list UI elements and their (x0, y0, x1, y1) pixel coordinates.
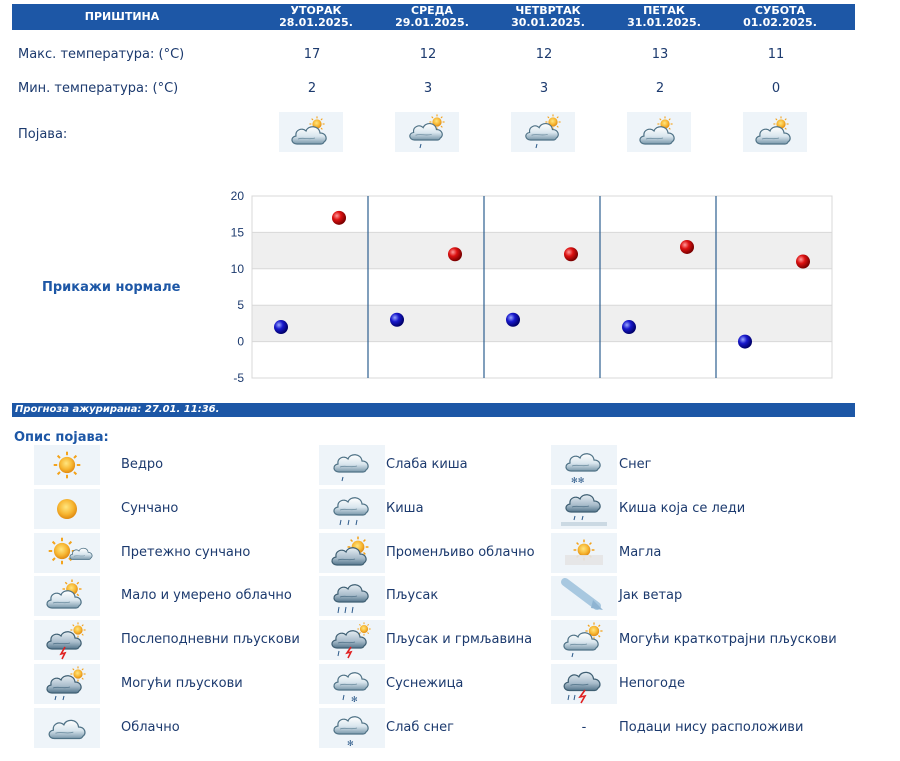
min-temp-3: 2 (655, 81, 665, 96)
legend-label: Мало и умерено облачно (121, 588, 292, 604)
chart-band-0 (252, 232, 832, 268)
legend-label: Непогоде (619, 676, 685, 691)
chart-tick-label-5: -5 (233, 371, 244, 385)
legend-label: Пљусак (386, 588, 439, 604)
mostly-sunny-icon (34, 533, 100, 573)
max-temp-point-1 (448, 247, 462, 261)
legend-item (34, 576, 361, 616)
day-header-1: СРЕДА 29.01.2025. (395, 4, 469, 29)
min-temp-point-1 (390, 313, 404, 327)
legend-title: Опис појава: (14, 430, 109, 445)
strong-wind-icon (551, 576, 617, 616)
phenomenon-label: Појава: (18, 127, 68, 142)
legend-label: Сунчано (121, 500, 179, 516)
legend-item (551, 533, 859, 573)
rain-icon (319, 489, 385, 529)
light-rain-sun-icon (511, 112, 575, 152)
max-temp-point-2 (564, 247, 578, 261)
storm-icon (551, 664, 617, 704)
legend-item (551, 708, 859, 748)
legend-label: Могући пљускови (121, 676, 243, 691)
legend-item (551, 489, 859, 529)
show-normals-link[interactable]: Прикажи нормале (42, 280, 181, 295)
day-header-2: ЧЕТВРТАК 30.01.2025. (511, 4, 585, 29)
partly-cloudy-icon (627, 112, 691, 152)
chart-tick-label-2: 10 (230, 261, 244, 276)
chart-tick-label-3: 5 (237, 298, 244, 313)
legend-label: Пљусак и грмљавина (386, 632, 533, 648)
fog-icon (551, 533, 617, 573)
possible-showers-icon (34, 664, 100, 704)
temperature-chart (200, 186, 850, 386)
legend-item (551, 576, 859, 616)
legend-label: Киша која се леди (619, 500, 746, 516)
light-rain-sun-icon (395, 112, 459, 152)
chart-tick-label-4: 0 (237, 334, 244, 349)
legend-label: Променљиво облачно (386, 544, 535, 560)
max-temp-0: 17 (303, 47, 321, 62)
variable-cloudy-icon (319, 533, 385, 573)
cloudy-icon (34, 708, 100, 748)
legend-item (34, 533, 361, 573)
legend-label: Могући краткотрајни пљускови (619, 632, 837, 648)
svg-text:✻: ✻ (347, 738, 354, 748)
legend-item (34, 664, 361, 704)
legend-item (551, 664, 859, 704)
day-header-4: СУБОТА 01.02.2025. (743, 4, 817, 29)
min-temp-1: 3 (423, 81, 433, 96)
legend-item (34, 620, 361, 660)
svg-text:✻: ✻ (351, 695, 358, 704)
legend-label: Снег (619, 457, 652, 472)
max-temp-point-3 (680, 240, 694, 254)
afternoon-showers-icon (34, 620, 100, 660)
max-temp-4: 11 (767, 47, 785, 62)
max-temp-point-0 (332, 211, 346, 225)
legend-label: Облачно (121, 719, 180, 735)
partly-cloudy-icon (34, 576, 100, 616)
forecast-header (12, 4, 855, 30)
legend-label: Магла (619, 544, 662, 560)
legend-label: Јак ветар (619, 588, 683, 604)
sleet-icon (319, 664, 385, 704)
min-temp-0: 2 (307, 81, 317, 96)
city-name: ПРИШТИНА (84, 10, 160, 23)
partly-cloudy-icon (279, 112, 343, 152)
legend-item (551, 445, 859, 485)
legend-label: Киша (386, 500, 424, 516)
svg-text:✻✻: ✻✻ (571, 476, 585, 485)
max-temp-1: 12 (419, 47, 437, 62)
min-temp-label: Мин. температура: (°C) (18, 81, 179, 96)
min-temp-2: 3 (539, 81, 549, 96)
min-temp-point-0 (274, 320, 288, 334)
min-temp-point-2 (506, 313, 520, 327)
max-temp-label: Макс. температура: (°C) (18, 47, 185, 62)
day-header-3: ПЕТАК 31.01.2025. (627, 4, 701, 29)
legend-label: Ведро (121, 457, 164, 472)
light-snow-icon (319, 708, 385, 748)
legend-label: Претежно сунчано (121, 544, 251, 560)
legend-item (34, 489, 361, 529)
freezing-rain-icon (551, 489, 617, 529)
min-temp-point-4 (738, 335, 752, 349)
min-temp-point-3 (622, 320, 636, 334)
sunny-icon (34, 489, 100, 529)
chart-tick-label-0: 20 (230, 189, 244, 203)
clear-sun-icon (34, 445, 100, 485)
max-temp-point-4 (796, 255, 810, 269)
min-temp-4: 0 (771, 81, 781, 96)
partly-cloudy-icon (743, 112, 807, 152)
max-temp-3: 13 (651, 47, 669, 62)
max-temp-2: 12 (535, 47, 553, 62)
legend-item (551, 620, 859, 660)
chart-tick-label-1: 15 (230, 225, 244, 240)
legend-label: Слаб снег (386, 719, 454, 735)
legend-label: Слаба киша (386, 457, 468, 472)
legend-item (34, 708, 361, 748)
legend-label: Суснежица (386, 676, 464, 691)
day-header-0: УТОРАК 28.01.2025. (279, 4, 353, 29)
snow-icon (551, 445, 617, 485)
thunder-shower-icon (319, 620, 385, 660)
forecast-updated: Прогноза ажурирана: 27.01. 11:36. (12, 403, 855, 417)
shower-icon (319, 576, 385, 616)
brief-showers-icon (551, 620, 617, 660)
light-rain-icon (319, 445, 385, 485)
legend-item (34, 445, 361, 485)
legend-label: Подаци нису расположиви (619, 719, 804, 735)
legend-label: Послеподневни пљускови (121, 632, 300, 648)
no-data-dash: - (581, 719, 587, 735)
